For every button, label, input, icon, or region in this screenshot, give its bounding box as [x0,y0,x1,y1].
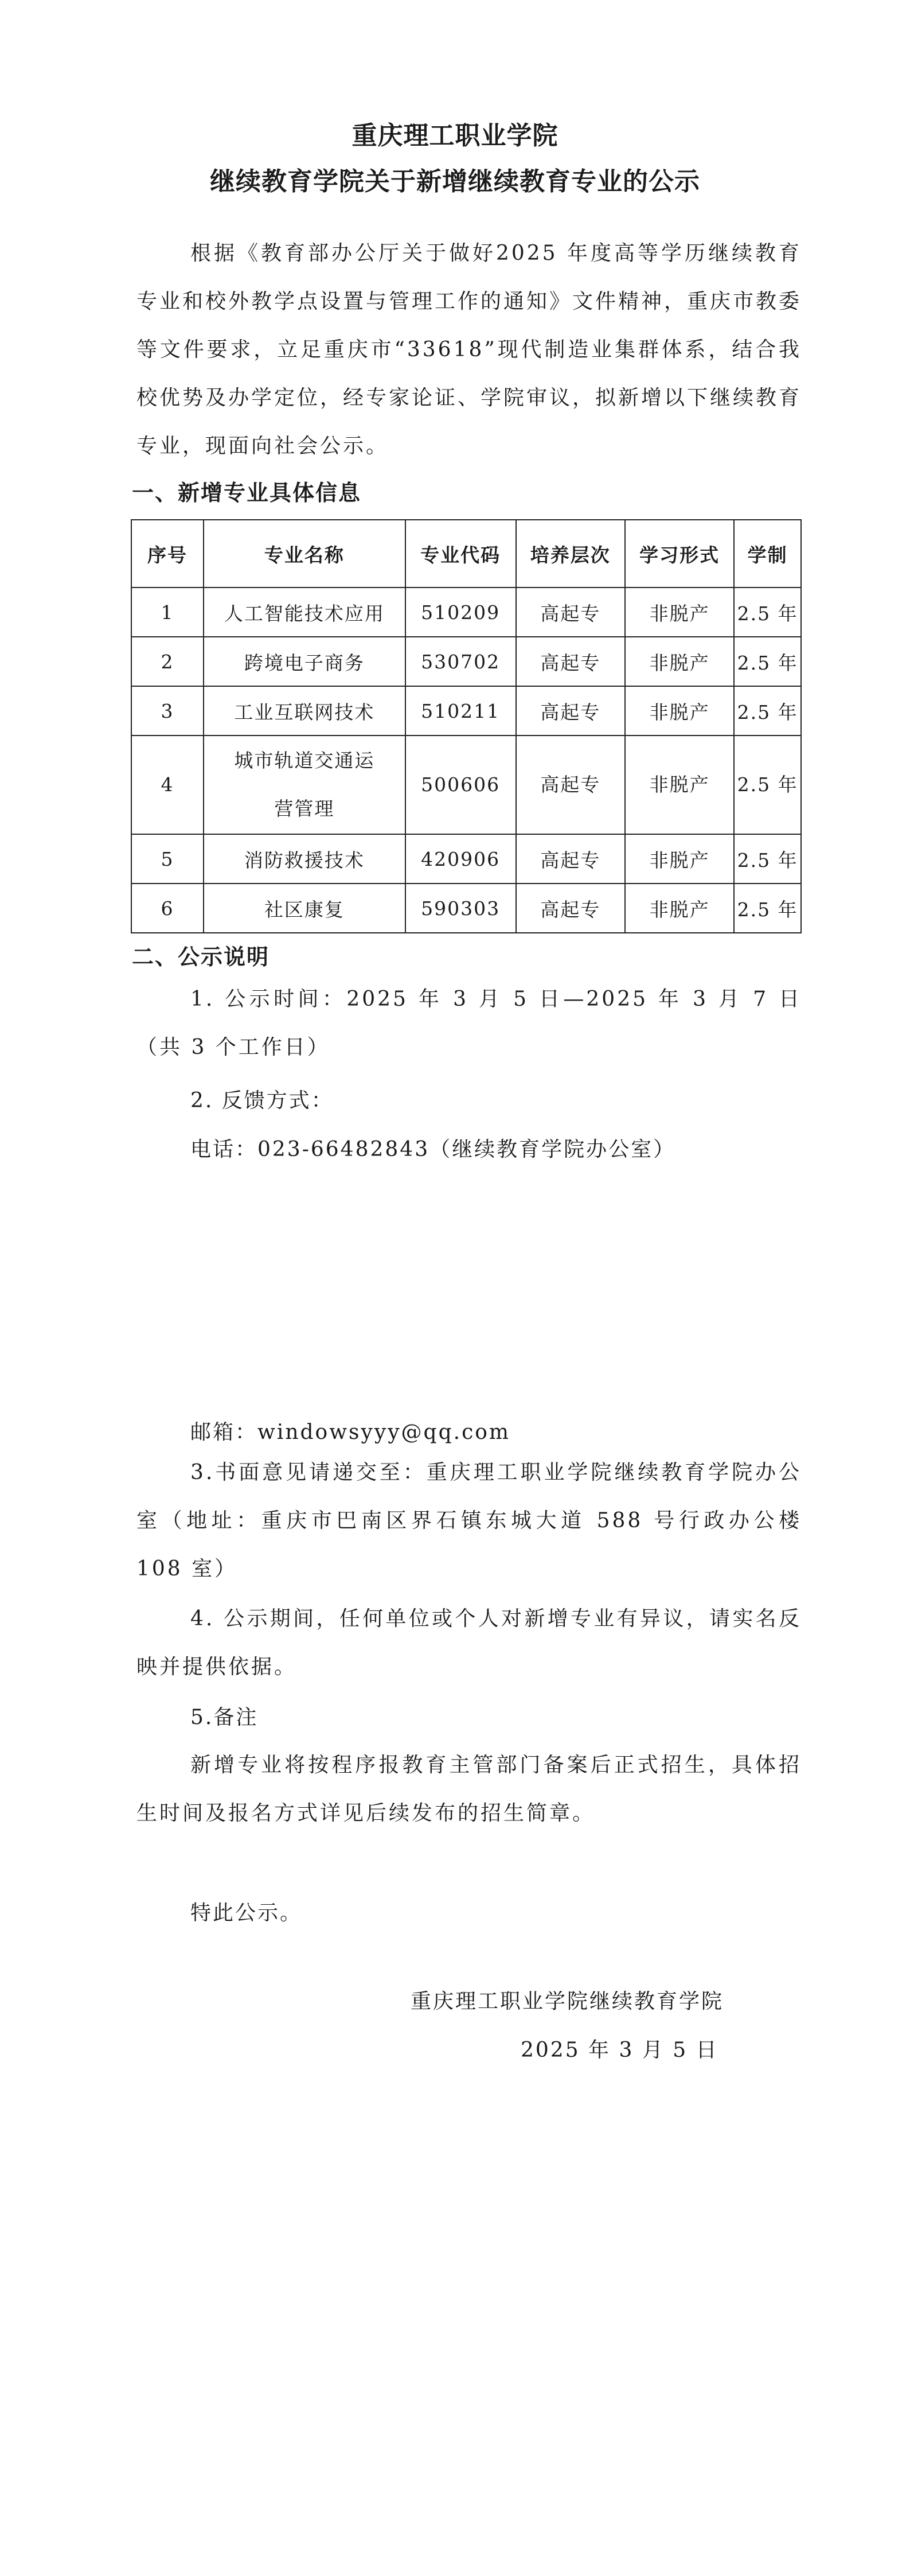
cell-code: 590303 [405,884,516,933]
cell-no: 2 [131,637,204,686]
cell-form: 非脱产 [625,884,734,933]
col-header-form: 学习形式 [625,520,734,587]
cell-code: 530702 [405,637,516,686]
col-header-level: 培养层次 [516,520,625,587]
table-row [131,637,801,686]
school-title: 重庆理工职业学院 [351,121,559,150]
cell-no: 4 [131,736,204,834]
remark-heading: 5.备注 [190,1706,259,1729]
cell-length: 2.5 年 [734,884,801,933]
cell-level: 高起专 [516,834,625,884]
cell-level: 高起专 [516,884,625,933]
notice-time-item: 1. 公示时间：2025 年 3 月 5 日—2025 年 3 月 7 日（共 3 个工作日） [136,987,802,1059]
cell-level: 高起专 [516,686,625,736]
cell-name: 社区康复 [204,884,405,933]
closing-line: 特此公示。 [190,1901,303,1925]
cell-no: 6 [131,884,204,933]
section2-heading: 二、公示说明 [132,944,270,970]
cell-code: 510211 [405,686,516,736]
cell-name: 跨境电子商务 [204,637,405,686]
cell-form: 非脱产 [625,686,734,736]
col-header-name: 专业名称 [204,520,405,587]
cell-name: 消防救援技术 [204,834,405,884]
table-row [131,884,801,933]
cell-form: 非脱产 [625,587,734,637]
cell-form: 非脱产 [625,736,734,834]
section1-heading: 一、新增专业具体信息 [132,480,362,505]
cell-level: 高起专 [516,637,625,686]
feedback-item: 2. 反馈方式： [190,1089,334,1112]
majors-table [131,519,802,933]
cell-length: 2.5 年 [734,637,801,686]
cell-no: 3 [131,686,204,736]
cell-length: 2.5 年 [734,736,801,834]
cell-name [204,736,405,834]
cell-length: 2.5 年 [734,686,801,736]
cell-no: 1 [131,587,204,637]
cell-name: 人工智能技术应用 [204,587,405,637]
table-row [131,686,801,736]
signature-date: 2025 年 3 月 5 日 [521,2038,718,2062]
col-header-no: 序号 [131,520,204,587]
col-header-code: 专业代码 [405,520,516,587]
cell-length: 2.5 年 [734,587,801,637]
cell-level: 高起专 [516,587,625,637]
phone-line: 电话：023-66482843（继续教育学院办公室） [190,1138,676,1161]
table-row [131,587,801,637]
email-line: 邮箱：windowsyyy@qq.com [190,1421,511,1444]
cell-code: 420906 [405,834,516,884]
signature-org: 重庆理工职业学院继续教育学院 [411,1990,724,2013]
col-header-length: 学制 [734,520,801,587]
cell-form: 非脱产 [625,637,734,686]
cell-code: 510209 [405,587,516,637]
intro-paragraph: 根据《教育部办公厅关于做好2025 年度高等学历继续教育专业和校外教学点设置与管理工作的通知》文件精神，重庆市教委等文件要求，立足重庆市“33618”现代制造业集群体系，结合我校优势及办学定位，经专家论证、学院审议，拟新增以下继续教育专业，现面向社会公示。 [136,242,802,458]
cell-length: 2.5 年 [734,834,801,884]
table-header-row [131,520,801,587]
address-item: 3.书面意见请递交至：重庆理工职业学院继续教育学院办公室（地址：重庆市巴南区界石镇东城大道 588 号行政办公楼 108 室） [136,1461,802,1581]
remark-paragraph: 新增专业将按程序报教育主管部门备案后正式招生，具体招生时间及报名方式详见后续发布的招生简章。 [136,1753,802,1825]
table-row [131,834,801,884]
cell-level: 高起专 [516,736,625,834]
cell-no: 5 [131,834,204,884]
cell-code: 500606 [405,736,516,834]
table-row [131,736,801,834]
cell-form: 非脱产 [625,834,734,884]
cell-name: 工业互联网技术 [204,686,405,736]
objection-item: 4. 公示期间，任何单位或个人对新增专业有异议，请实名反映并提供依据。 [136,1607,802,1679]
cell-name-text: 城市轨道交通运营管理 [234,749,375,820]
notice-title: 继续教育学院关于新增继续教育专业的公示 [210,167,700,196]
